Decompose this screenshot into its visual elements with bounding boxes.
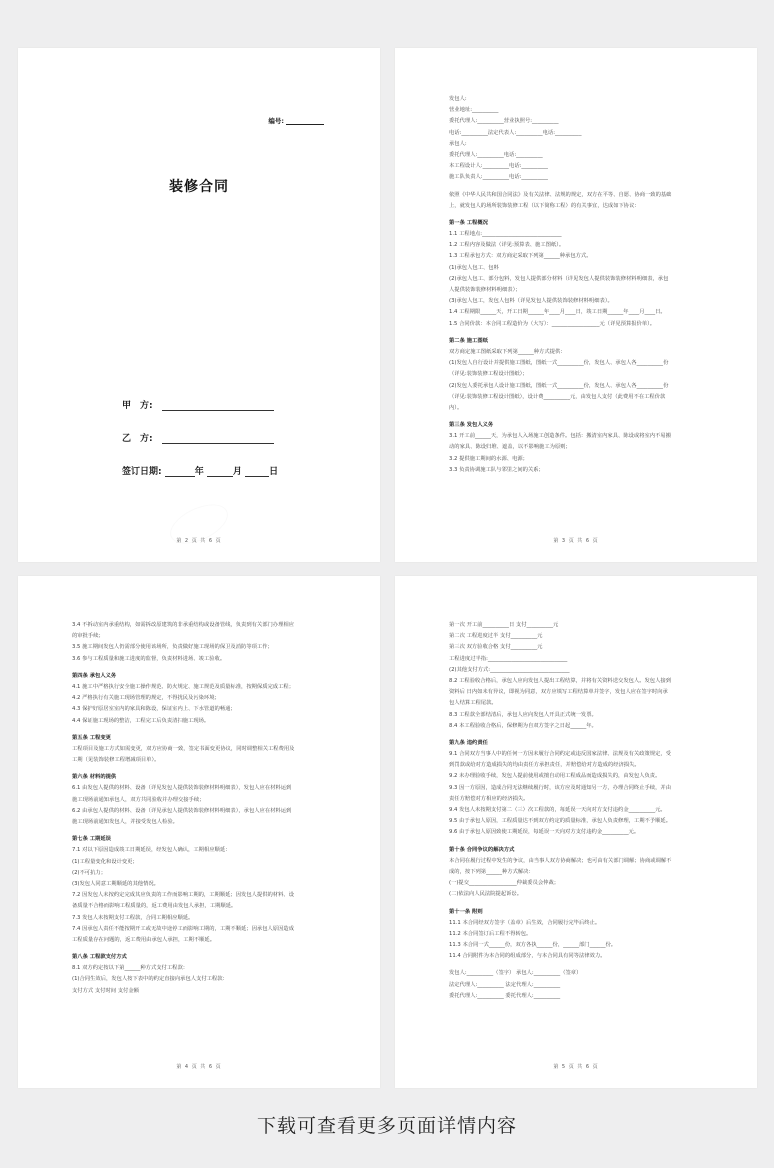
year-label: 年 — [194, 467, 204, 477]
section-heading: 第八条 工程款支付方式 — [72, 954, 127, 961]
clause-line: (1)承包人包工、包料 — [449, 264, 499, 271]
clause-line: 3.4 不拆动室内承重结构，如需拆改原建筑的非承重结构或设备管线，负责到有关部门办理相应 — [72, 622, 294, 628]
section-heading: 第二条 施工图纸 — [449, 337, 488, 344]
month-blank — [207, 467, 233, 477]
clause-line: （详见:装饰装修工程设计图纸），设计费__________元，由发包人支付（此费用不在工程价款 — [449, 393, 666, 400]
clause-line: 1.1 工程地点:______________________________ — [449, 231, 562, 238]
clause-line: 双方商定施工图纸采取下列第______种方式提供： — [449, 348, 566, 355]
clause-line: 7.2 因发包人未按约定完成其应负责的工作而影响工期的，工期顺延；因发包人提供的材料、设 — [72, 892, 294, 899]
contract-number — [268, 116, 324, 125]
clause-line: 8.3 工程款全部结清后，承包人应向发包人开具正式统一发票。 — [449, 711, 597, 718]
party-a-blank — [162, 401, 274, 411]
page-number: 第 3 页 共 6 页 — [553, 538, 599, 544]
clause-line: (3)发包人同意工期顺延的其他情况。 — [72, 880, 159, 887]
clause-line: (2)其他支付方式:______________________________ — [449, 666, 570, 673]
clause-line: 第三次 双方验收合格 支付__________元 — [449, 644, 543, 651]
clause-line: 11.2 本合同签订后工程不得转包。 — [449, 930, 532, 937]
clause-line: 施工现场前通知发包人，并接受发包人检验。 — [72, 819, 178, 825]
clause-line: 1.2 工程内容及做法（详见:预算表、施工图纸）。 — [449, 242, 565, 249]
clause-line: (一)提交__________________仲裁委员会仲裁； — [449, 880, 560, 887]
clause-line: 施工现场前通知承包人，双方共同验收并办理交接手续； — [72, 796, 205, 803]
contract-page-3 — [395, 48, 757, 562]
clause-line: 电话:__________法定代表人:__________电话:__________ — [449, 129, 582, 136]
page-title: 装修合同 — [169, 179, 229, 195]
sign-date-line — [122, 464, 278, 477]
clause-line: 包人结算工程尾款。 — [449, 700, 497, 707]
party-a-label: 甲 方: — [122, 401, 153, 411]
section-heading: 第十条 合同争议的解决方式 — [449, 846, 515, 853]
clause-line: 依照《中华人民共和国合同法》及有关法律、法规的规定，双方在平等、自愿、协商一致的基础 — [449, 191, 672, 198]
clause-line: 法定代理人:__________ 法定代理人:__________ — [449, 981, 561, 988]
month-label: 月 — [232, 467, 242, 477]
clause-line: 承包人: — [449, 140, 467, 147]
clause-line: 责任方赔偿对方相应的经济损失。 — [449, 795, 529, 802]
clause-line: (2)不可抗力； — [72, 869, 106, 876]
year-blank — [165, 467, 195, 477]
section-heading: 第十一条 附则 — [449, 908, 483, 915]
section-heading: 第五条 工程变更 — [72, 734, 111, 741]
clause-line: 内）。 — [449, 404, 463, 411]
page-body — [449, 620, 711, 1002]
party-b-line — [122, 431, 274, 444]
clause-line: 工程进度过半指:______________________________ — [449, 655, 568, 662]
clause-line: 第一次 开工前__________日 支付__________元 — [449, 622, 559, 628]
clause-line: 7.1 对以下原因造成竣工日期延误，经发包人确认，工期相应顺延： — [72, 847, 231, 854]
clause-line: (3)承包人包工，发包人包料（详见发包人提供装饰装修材料明细表）。 — [449, 298, 613, 305]
section-heading: 第九条 违约责任 — [449, 739, 488, 746]
clause-line: 1.3 工程承包方式：双方商定采取下列第______种承包方式。 — [449, 253, 592, 260]
sign-date-label: 签订日期: — [122, 467, 162, 477]
clause-line: 到罚款或给对方造成损失的均由责任方承担责任，并赔偿给对方造成的经济损失。 — [449, 762, 640, 769]
clause-line: 施工队负责人:__________电话:__________ — [449, 174, 548, 181]
clause-line: 工期（见装饰装修工程增减项目单）。 — [72, 757, 160, 764]
clause-line: 9.3 因一方原因，造成合同无法继续履行时，该方应及时通知另一方，办理合同终止手续，并由 — [449, 784, 671, 791]
clause-line: 7.4 因承包人责任不能按期开工或无故中途停工而影响工期的，工期不顺延；因承包人原因造成 — [72, 925, 294, 932]
clause-line: 本合同在履行过程中发生的争议，由当事人双方协商解决；也可由有关部门调解；协商或调解不 — [449, 857, 672, 864]
page-number: 第 5 页 共 6 页 — [553, 1064, 599, 1070]
page-body — [72, 620, 334, 997]
clause-line: 4.4 保证施工现场的整洁，工程完工后负责清扫施工现场。 — [72, 717, 210, 724]
clause-line: 7.3 发包人未按期支付工程款，合同工期相应顺延。 — [72, 914, 194, 921]
clause-line: 动的家具、陈设归堆、遮盖，以不影响施工为原则； — [449, 444, 571, 451]
clause-line: 9.2 未办理验收手续，发包人提前使用或擅自动用工程成品而造成损失的，由发包人负责。 — [449, 773, 661, 780]
clause-line: 3.3 负责协调施工队与邻里之间的关系； — [449, 466, 544, 473]
clause-line: 8.2 工程验收合格后，承包人应向发包人提出工程结算，并将有关资料送交发包人。发包人接到 — [449, 677, 671, 684]
clause-line: 人提供装饰装修材料明细表）； — [449, 287, 521, 293]
clause-line: 11.4 合同附件为本合同的组成部分，与本合同具有同等法律效力。 — [449, 953, 606, 960]
clause-line: 3.6 参与工程质量和施工进度的监督，负责材料进场、竣工验收。 — [72, 655, 226, 662]
section-heading: 第三条 发包人义务 — [449, 422, 494, 429]
section-heading: 第一条 工程概况 — [449, 219, 488, 226]
clause-line: 4.3 保护好原居室室内的家具和陈设，保证室内上、下水管道的畅通； — [72, 706, 236, 713]
clause-line: 1.5 合同价款：本合同工程造价为（大写）：__________________元（详见预算报价单）。 — [449, 320, 656, 327]
clause-line: 委托代理人:__________营业执照号:__________ — [449, 118, 559, 125]
contract-page-5 — [395, 576, 757, 1088]
clause-line: 8.4 本工程验收合格后，保修期为自双方签字之日起______年。 — [449, 722, 597, 729]
clause-line: 工程质量存在问题的，返工费用由承包人承担，工期不顺延。 — [72, 936, 216, 943]
clause-line: 的审批手续； — [72, 633, 104, 640]
download-more-prompt[interactable]: 下载可查看更多页面详情内容 — [256, 1115, 517, 1137]
clause-line: (1)合同生效后，发包人按下表中的约定直接向承包人支付工程款： — [72, 976, 228, 983]
clause-line: 发包人:__________（签字） 承包人:__________（签章） — [449, 970, 582, 977]
clause-line: (1)发包人自行设计并提供施工图纸，图纸一式__________份，发包人、承包人各__________份 — [449, 360, 669, 367]
clause-line: (1)工程量变化和设计变更； — [72, 858, 138, 865]
clause-line: 6.1 由发包人提供的材料、设备（详见发包人提供装饰装修材料明细表），发包人应在材料运到 — [72, 785, 292, 792]
contract-number-blank — [286, 117, 324, 125]
day-label: 日 — [269, 467, 279, 477]
clause-line: 成的，按下列第______种方式解决： — [449, 868, 534, 875]
clause-line: （详见:装饰装修工程设计图纸）； — [449, 371, 528, 378]
section-heading: 第四条 承包人义务 — [72, 672, 117, 679]
clause-line: 3.5 施工期间发包人仍需部分使用该场所，负责做好施工现场的保卫及消防等项工作； — [72, 644, 273, 651]
page-body — [449, 94, 711, 476]
clause-line: 9.1 合同双方当事人中的任何一方因未履行合同约定或违反国家法律、法规及有关政策规定，受 — [449, 751, 671, 758]
page-number: 第 4 页 共 6 页 — [176, 1064, 222, 1070]
party-b-label: 乙 方: — [122, 434, 153, 444]
clause-line: 9.6 由于承包人原因致使工期延误，每延误一天向对方支付违约金__________元。 — [449, 829, 640, 836]
clause-line: 1.4 工程期限______天，开工日期______年____月____日，竣工日期______年____月____日。 — [449, 309, 666, 316]
clause-line: 第二次 工程进度过半 支付__________元 — [449, 633, 543, 640]
clause-line: (2)发包人委托承包人设计施工图纸，图纸一式__________份，发包人、承包人各__________份 — [449, 382, 669, 389]
clause-line: 4.2 严格执行有关施工现场管理的规定，不得扰民及污染环境； — [72, 695, 220, 702]
day-blank — [245, 467, 269, 477]
clause-line: 工程项目及施工方式如需变更，双方应协商一致，签定书面变更协议，同时调整相关工程费用及 — [72, 745, 295, 752]
clause-line: 上，就发包人的场所装饰装修工程（以下简称工程）的有关事宜，达成如下协议： — [449, 202, 640, 209]
clause-line: 6.2 由承包人提供的材料、设备（详见承包人提供装饰装修材料明细表），承包人应在材料运到 — [72, 807, 292, 814]
clause-line: 发包人: — [449, 96, 467, 102]
page-number: 第 2 页 共 6 页 — [176, 538, 222, 544]
contract-cover-page — [18, 48, 380, 562]
clause-line: 备质量不合格而影响工程质量的，返工费用由发包人承担，工期顺延。 — [72, 903, 237, 910]
clause-line: 本工程设计人:__________电话:__________ — [449, 163, 548, 170]
clause-line: 9.5 由于承包人原因，工程质量达不到双方约定的质量标准，承包人负责修理，工期不予顺延。 — [449, 818, 671, 825]
clause-line: 11.1 本合同经双方签字（盖章）后生效，合同履行完毕后终止。 — [449, 919, 601, 926]
contract-page-4 — [18, 576, 380, 1088]
party-a-line — [122, 398, 274, 411]
clause-line: 4.1 施工中严格执行安全施工操作规范、防火规定、施工规范及质量标准，按期保质完成工程； — [72, 683, 294, 690]
section-heading: 第七条 工期延误 — [72, 836, 111, 843]
clause-line: 11.3 本合同一式______份，双方各执______份，______部门______份。 — [449, 942, 617, 949]
clause-line: 营业地址:__________ — [449, 107, 499, 114]
clause-line: (二)依法向人民法院提起诉讼。 — [449, 891, 522, 898]
clause-line: 9.4 发包人未按期支付第二（三）次工程款的，每延误一天向对方支付违约金__________元。 — [449, 807, 666, 813]
clause-line: 支付方式 支付时间 支付金额 — [72, 987, 139, 994]
clause-line: (2)承包人包工、部分包料，发包人提供部分材料（详见发包人提供装饰装修材料明细表，承包 — [449, 275, 669, 282]
clause-line: 3.1 开工前______天，为承包人入场施工创造条件。包括：搬清室内家具、陈设或将室内不易搬 — [449, 433, 671, 440]
clause-line: 8.1 双方约定按以下第______种方式支付工程款： — [72, 965, 189, 972]
contract-number-label: 编号: — [268, 117, 284, 125]
section-heading: 第六条 材料的提供 — [72, 774, 117, 781]
clause-line: 资料后 日内如未有异议，即视为同意，双方应填写工程结算单并签字，发包人应在签字时向承 — [449, 689, 668, 696]
party-b-blank — [162, 434, 274, 444]
clause-line: 3.2 提供施工期间的水源、电源； — [449, 455, 528, 462]
clause-line: 委托代理人:__________ 委托代理人:__________ — [449, 992, 561, 999]
clause-line: 委托代理人:__________电话:__________ — [449, 151, 543, 158]
